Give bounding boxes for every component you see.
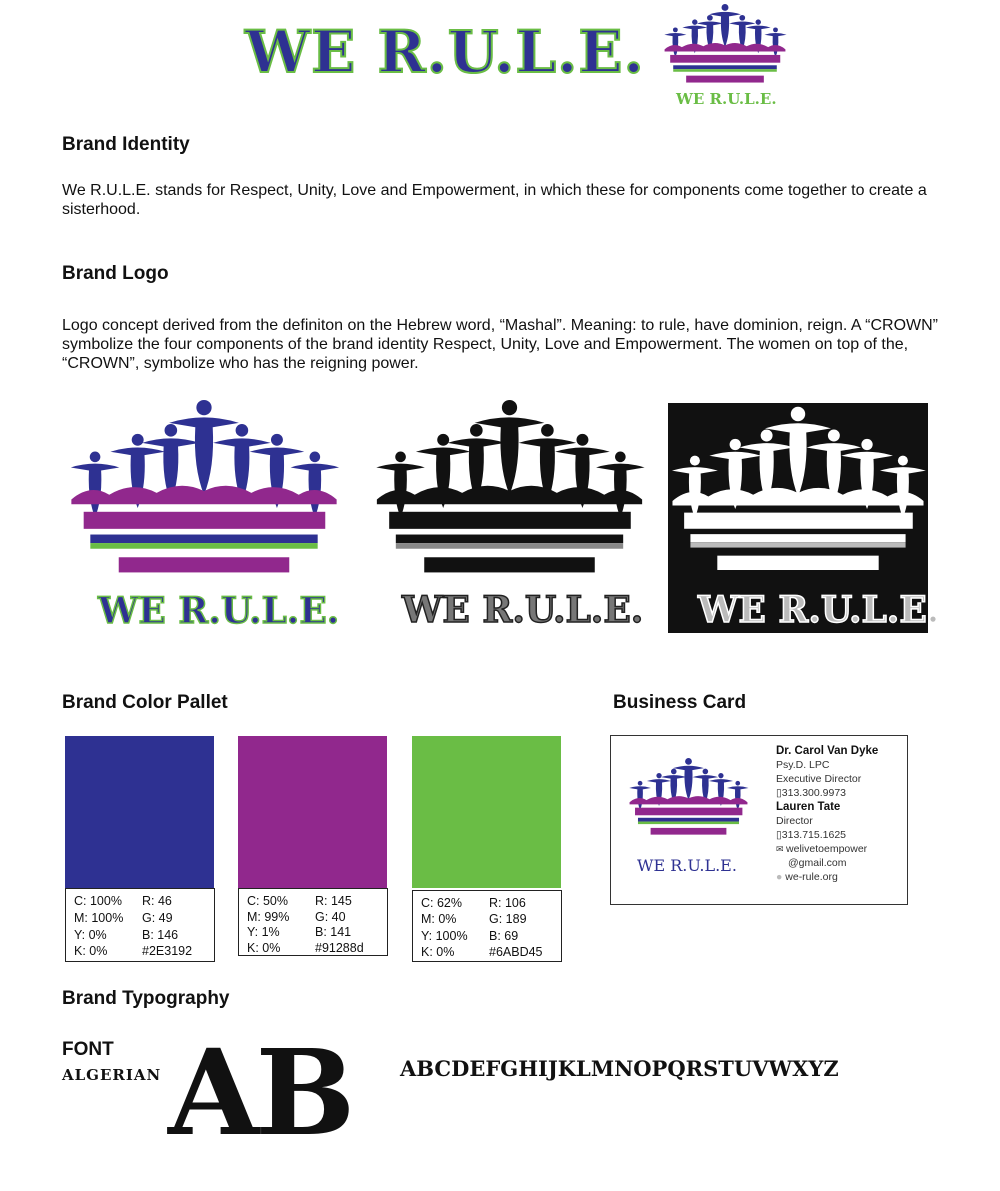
woman-figure-head (773, 27, 778, 32)
typography-heading: Brand Typography (62, 988, 230, 1009)
woman-figure-head (692, 19, 697, 24)
woman-figure-head (90, 452, 101, 463)
color-spec-value: R: 106 (489, 896, 526, 910)
woman-figure-head (730, 439, 741, 450)
brand-logo-text: Logo concept derived from the definiton on the Hebrew word, “Mashal”. Meaning: to rule, have dominion, reign. A “CROWN” symbolize the four components of the brand identity Respect, Unity, Love and Empowerment. The women on top of the, “CROWN”, symbolize who has the reigning power. (62, 317, 938, 372)
woman-figure-head (735, 781, 740, 786)
crown-band-middle (90, 535, 317, 544)
woman-figure-head (690, 456, 700, 466)
crown-stripe (396, 543, 623, 549)
woman-figure-head (722, 4, 729, 11)
woman-figure-head (502, 400, 517, 415)
color-spec-value: C: 62% (421, 896, 462, 910)
woman-figure-head (165, 424, 178, 437)
color-spec-value: B: 146 (142, 927, 179, 942)
woman-figure-head (132, 434, 144, 446)
woman-figure-head (673, 27, 678, 32)
color-spec-value: G: 40 (315, 909, 346, 924)
logo-color-text: WE R.U.L.E. (98, 590, 340, 632)
woman-figure-head (671, 769, 677, 775)
woman-figure-head (271, 434, 283, 446)
crown-band-bottom (424, 557, 595, 572)
crown-stripe (673, 69, 777, 72)
business-card-heading: Business Card (613, 692, 747, 713)
color-spec-value: Y: 1% (247, 925, 280, 939)
card-name-2: Lauren Tate (776, 801, 841, 813)
color-spec-value: #6ABD45 (489, 944, 543, 959)
color-spec-value: B: 141 (315, 925, 352, 939)
woman-figure-body (673, 766, 704, 800)
card-phone-1: 313.300.9973 (781, 787, 847, 799)
color-spec-value: B: 69 (489, 928, 519, 943)
color-spec-value: M: 100% (74, 910, 124, 925)
globe-icon: ● (776, 871, 786, 883)
color-spec-value: Y: 100% (421, 928, 468, 943)
woman-figure-head (756, 19, 761, 24)
email-icon: ✉ (776, 844, 787, 854)
woman-figure-head (576, 434, 588, 446)
color-spec-value: #91288d (315, 940, 364, 955)
phone-icon: ▯ (776, 787, 782, 799)
color-spec-value: M: 99% (247, 909, 290, 924)
woman-figure-head (437, 434, 449, 446)
card-phone-2: 313.715.1625 (781, 829, 847, 841)
crown-band-bottom (717, 556, 878, 570)
color-spec-value: #2E3192 (142, 944, 193, 959)
woman-figure-head (196, 400, 211, 415)
crown-band-middle (638, 818, 739, 822)
font-alphabet: ABCDEFGHIJKLMNOPQRSTUVWXYZ (400, 1056, 839, 1081)
woman-figure-head (718, 773, 723, 778)
woman-figure-head (739, 15, 745, 21)
woman-figure-head (656, 773, 661, 778)
logo-black (367, 400, 652, 580)
card-title-1b: Executive Director (776, 773, 862, 785)
card-email-1: welivetoempower (786, 843, 868, 855)
color-spec-value: K: 0% (421, 944, 455, 959)
card-contact-info (776, 744, 878, 884)
crown-band-bottom (686, 76, 764, 83)
logo-inverted-text: WE R.U.L.E. (698, 589, 940, 631)
color-spec-value: R: 46 (142, 894, 172, 908)
crown-band-middle (690, 534, 905, 542)
palette-heading: Brand Color Pallet (62, 692, 228, 713)
woman-figure-head (470, 424, 483, 437)
crown-stripe (690, 542, 905, 547)
color-spec-value: C: 100% (74, 894, 122, 908)
crown-band-middle (396, 535, 623, 544)
crown-band-middle (673, 65, 777, 69)
woman-figure-body (709, 12, 741, 47)
card-email-2: @gmail.com (788, 857, 847, 869)
font-name: ALGERIAN (62, 1066, 162, 1084)
woman-figure-head (703, 769, 709, 775)
color-spec (238, 888, 388, 956)
woman-figure-head (761, 430, 773, 442)
woman-figure-head (236, 424, 249, 437)
brand-logo-heading: Brand Logo (62, 263, 169, 284)
woman-figure-head (310, 452, 321, 463)
color-spec-value: K: 0% (247, 940, 281, 955)
color-spec (412, 890, 562, 962)
woman-figure-body (169, 417, 239, 494)
crown-band-top (684, 513, 913, 529)
woman-figure-head (707, 15, 713, 21)
color-spec-value: C: 50% (247, 894, 288, 908)
card-title-2: Director (776, 815, 813, 827)
color-swatch (238, 736, 387, 888)
logo-inverted (668, 403, 928, 581)
header-crown-logo (660, 4, 790, 86)
brand-identity-text: We R.U.L.E. stands for Respect, Unity, Love and Empowerment, in which these for components come together to create a sisterhood. (62, 182, 927, 218)
woman-figure-head (898, 456, 908, 466)
woman-figure-head (828, 430, 840, 442)
crown-band-top (670, 55, 780, 63)
color-spec-value: G: 49 (142, 910, 173, 925)
woman-figure-body (765, 423, 831, 496)
crown-band-bottom (119, 557, 290, 572)
phone-icon: ▯ (776, 829, 782, 841)
header-logo-text: WE R.U.L.E. (245, 18, 645, 86)
business-card (610, 735, 908, 905)
woman-figure-body (475, 417, 545, 494)
color-spec (65, 888, 215, 962)
color-spec-value: G: 189 (489, 912, 527, 927)
crown-band-top (635, 808, 742, 816)
woman-figure-head (615, 452, 626, 463)
card-crown-logo (621, 758, 756, 838)
card-title-1a: Psy.D. LPC (776, 759, 830, 771)
card-name-1: Dr. Carol Van Dyke (776, 745, 879, 757)
color-spec-value: M: 0% (421, 912, 457, 927)
font-label: FONT (62, 1039, 114, 1060)
woman-figure-head (395, 452, 406, 463)
crown-stripe (638, 822, 739, 825)
card-website: we-rule.org (785, 871, 838, 883)
brand-identity-heading: Brand Identity (62, 134, 190, 155)
color-spec-value: R: 145 (315, 894, 352, 908)
logo-black-text: WE R.U.L.E. (402, 589, 644, 631)
woman-figure-head (541, 424, 554, 437)
woman-figure-head (861, 439, 872, 450)
color-swatch (412, 736, 561, 888)
card-logo-text: WE R.U.L.E. (637, 856, 737, 875)
woman-figure-head (638, 781, 643, 786)
color-spec-value: K: 0% (74, 944, 108, 959)
crown-band-bottom (651, 828, 727, 835)
crown-band-top (84, 512, 326, 529)
color-spec-value: Y: 0% (74, 927, 107, 942)
logo-color (60, 400, 348, 580)
header-small-logo-text: WE R.U.L.E. (676, 90, 777, 108)
font-sample-ab: AB (168, 1023, 352, 1162)
woman-figure-head (685, 758, 692, 765)
crown-stripe (90, 543, 317, 549)
woman-figure-head (791, 407, 805, 421)
crown-band-top (389, 512, 631, 529)
color-swatch (65, 736, 214, 888)
